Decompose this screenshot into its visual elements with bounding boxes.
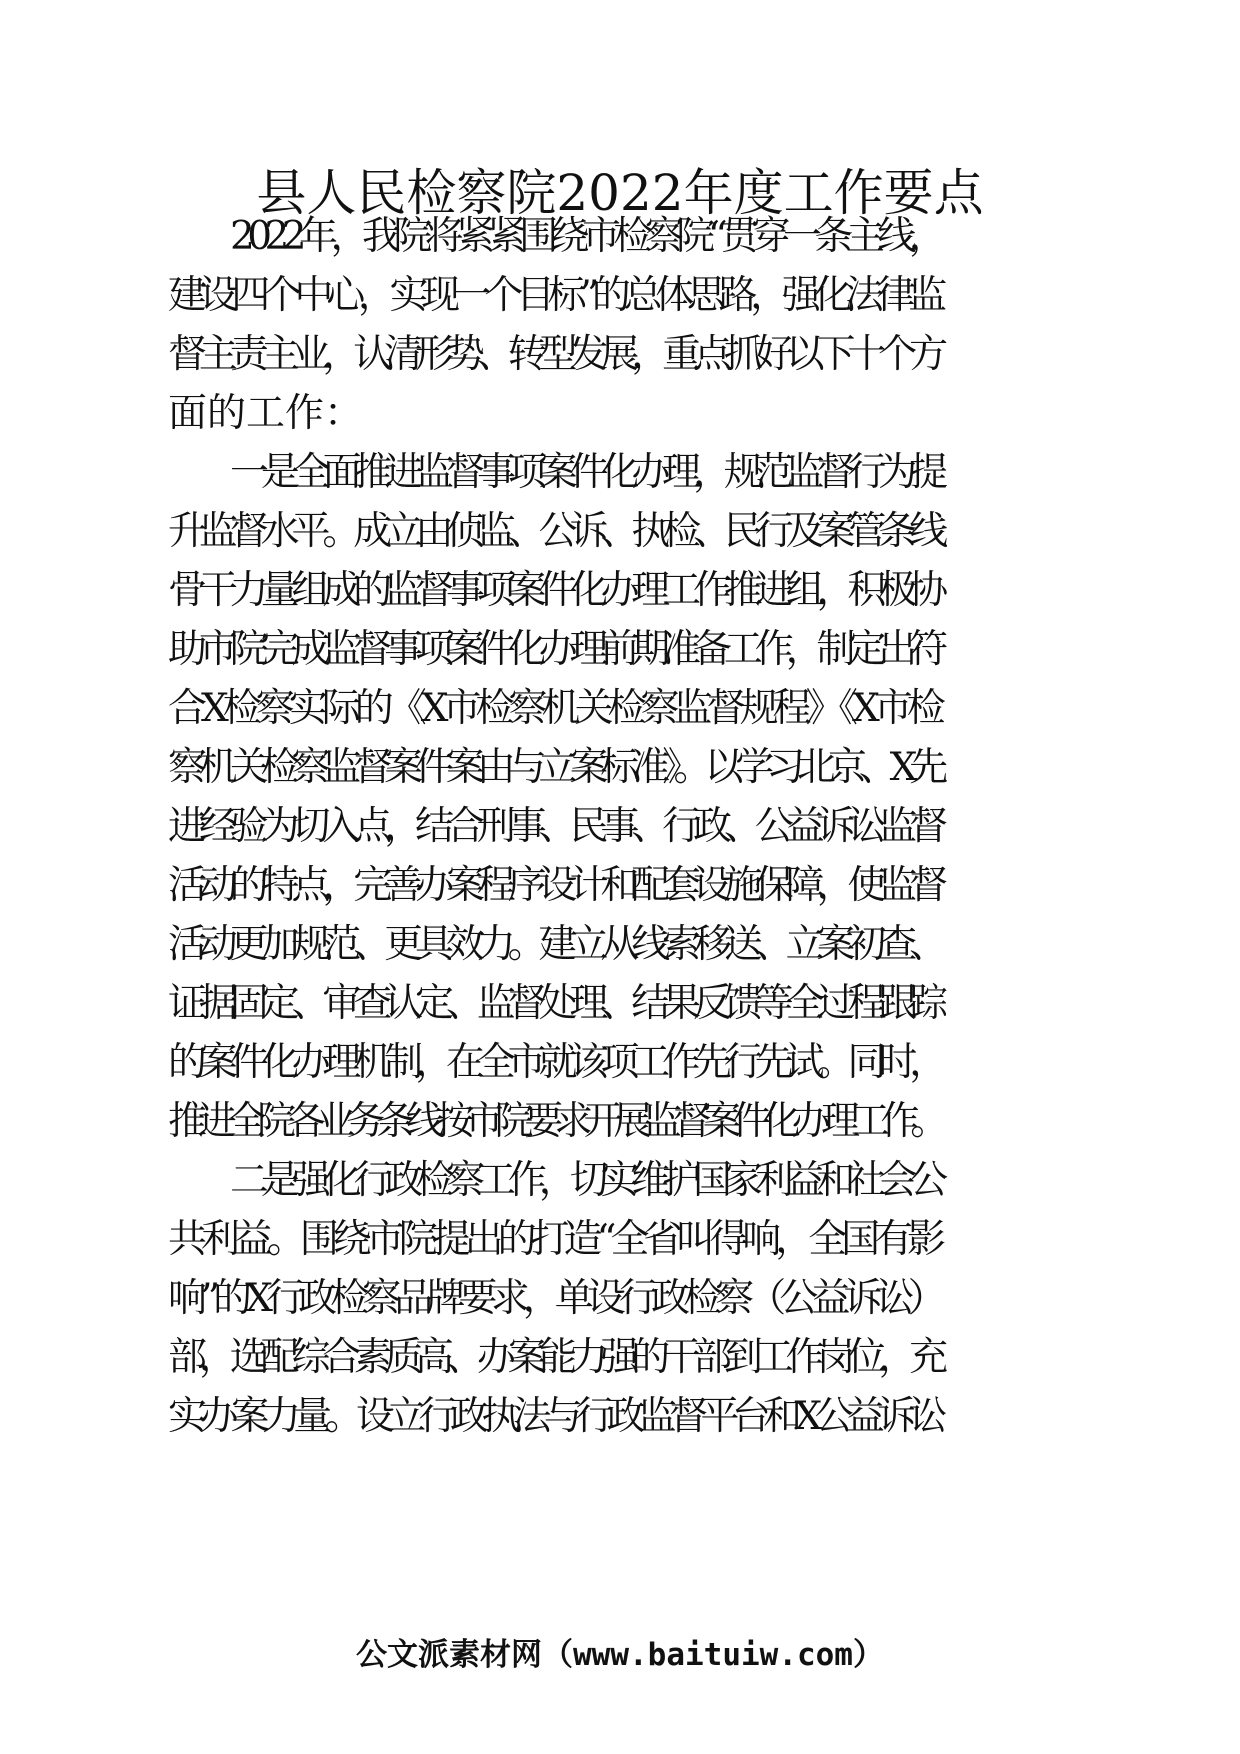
body-line: 督主责主业，认清形势、转型发展，重点抓好以下十个方 xyxy=(168,332,941,377)
body-line: 建设四个中心，实现一个目标”的总体思路，强化法律监 xyxy=(168,273,940,318)
body-line: 响”的X行政检察品牌要求，单设行政检察（公益诉讼） xyxy=(168,1276,940,1321)
body-line: 合X检察实际的《X市检察机关检察监督规程》《X市检 xyxy=(168,686,940,731)
document-title: 县人民检察院2022年度工作要点 xyxy=(256,164,984,222)
footer-url: （www.baituiw.com） xyxy=(542,1637,884,1673)
body-line: 面的工作： xyxy=(168,391,364,436)
body-line: 实办案力量。设立行政执法与行政监督平台和X公益诉讼 xyxy=(168,1394,940,1439)
body-line: 升监督水平。成立由侦监、公诉、执检、民行及案管条线 xyxy=(168,509,941,554)
body-line: 共利益。围绕市院提出的打造“全省叫得响，全国有影 xyxy=(168,1217,940,1262)
body-line: 察机关检察监督案件案由与立案标准》。以学习北京、X先 xyxy=(168,745,941,790)
body-line: 活动更加规范、更具效力。建立从线索移送、立案初查、 xyxy=(168,922,941,967)
footer-watermark xyxy=(0,1633,1240,1677)
body-line: 推进全院各业务条线按市院要求开展监督案件化办理工作。 xyxy=(168,1099,940,1144)
body-line: 一是全面推进监督事项案件化办理，规范监督行为提 xyxy=(230,450,941,495)
body-line: 活动的特点，完善办案程序设计和配套设施保障，使监督 xyxy=(168,863,941,908)
body-line: 证据固定、审查认定、监督处理、结果反馈等全过程跟踪 xyxy=(168,981,941,1026)
body-line: 助市院完成监督事项案件化办理前期准备工作，制定出符 xyxy=(168,627,941,672)
body-line: 骨干力量组成的监督事项案件化办理工作推进组，积极协 xyxy=(168,568,941,613)
body-line: 的案件化办理机制，在全市就该项工作先行先试。同时， xyxy=(168,1040,941,1085)
body-line: 二是强化行政检察工作，切实维护国家利益和社会公 xyxy=(230,1158,941,1203)
footer-site-name: 公文派素材网 xyxy=(356,1637,543,1673)
body-line: 部，选配综合素质高、办案能力强的干部到工作岗位，充 xyxy=(168,1335,941,1380)
body-line: 2022年，我院将紧紧围绕市检察院“贯穿一条主线， xyxy=(230,214,941,259)
body-line: 进经验为切入点，结合刑事、民事、行政、公益诉讼监督 xyxy=(168,804,941,849)
